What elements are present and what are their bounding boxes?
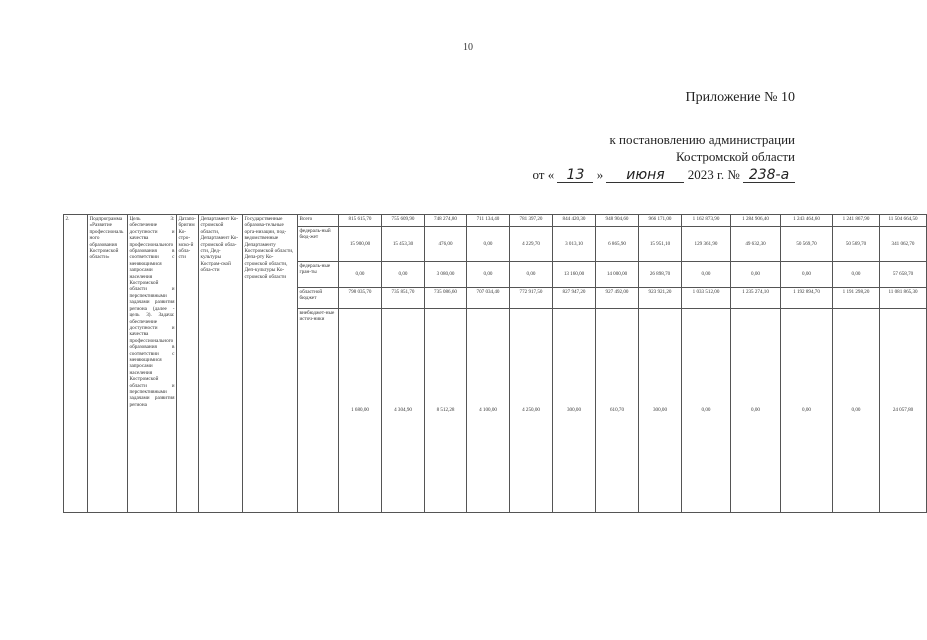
value-cell: 15 951,10 [639,227,682,262]
value-cell: 0,00 [510,262,553,288]
date-prefix: от « [532,167,555,182]
value-cell: 49 632,30 [731,227,781,262]
value-cell: 735 086,60 [425,288,467,309]
value-cell: 1 192 894,70 [781,288,833,309]
value-cell: 748 274,80 [425,215,467,227]
value-cell: 15 453,30 [382,227,425,262]
term-cell: Датапо-бригим Ко-стро-мско-й обла-сти [177,215,199,513]
value-cell: 3 080,00 [425,262,467,288]
subprogram-cell: Подпрограмма «Развитие профессионального образования Костромской области» [88,215,128,513]
value-cell: 300,00 [553,309,596,513]
value-cell: 50 569,70 [781,227,833,262]
value-cell: 11 504 664,50 [880,215,927,227]
value-cell: 0,00 [833,309,880,513]
value-cell: 1 680,00 [339,309,382,513]
value-cell: 1 284 906,40 [731,215,781,227]
value-cell: 0,00 [382,262,425,288]
value-cell: 8 512,28 [425,309,467,513]
value-cell: 26 898,70 [639,262,682,288]
value-cell: 827 947,20 [553,288,596,309]
date-mid: » [596,167,604,182]
value-cell: 0,00 [731,262,781,288]
value-cell: 129 361,90 [682,227,731,262]
value-cell: 781 397,20 [510,215,553,227]
source-cell: федераль-ный бюд-жет [298,227,339,262]
value-cell: 341 062,70 [880,227,927,262]
value-cell: 735 851,70 [382,288,425,309]
value-cell: 0,00 [467,262,510,288]
source-cell: Всего [298,215,339,227]
value-cell: 0,00 [467,227,510,262]
value-cell: 0,00 [682,262,731,288]
value-cell: 815 615,70 [339,215,382,227]
appendix-title: Приложение № 10 [685,90,795,105]
page-number: 10 [463,42,473,53]
value-cell: 4 229,70 [510,227,553,262]
participants-cell: Государственные образова-тельные орга-низации, под-ведомственные Департаменту Костромской области, Депа-рту Ко-стромской области, Деп-культуры Ко-стромской области [243,215,298,513]
source-cell: областной бюджет [298,288,339,309]
value-cell: 4 250,00 [510,309,553,513]
value-cell: 0,00 [833,262,880,288]
value-cell: 1 243 464,60 [781,215,833,227]
value-cell: 711 134,40 [467,215,510,227]
value-cell: 0,00 [781,262,833,288]
row-number: 2. [64,215,88,513]
year-text: 2023 г. № [687,167,740,182]
handwritten-month: июня [606,168,684,183]
value-cell: 966 171,00 [639,215,682,227]
value-cell: 1 235 274,10 [731,288,781,309]
handwritten-day: 13 [557,168,593,183]
decree-line-2: Костромской области [675,149,795,164]
goal-cell: Цель 3: обеспечение доступности и качества профессионального образования в соответствии с меняющимися запросами населения Костромской области и перспективными задачами развития региона (далее - цель 3). Задача: обеспечение доступности и качества профессионального образования в соответствии с меняющимися запросами населения Костромской области и перспективными задачами развития региона [128,215,177,513]
program-funding-table [63,214,927,513]
value-cell: 13 160,00 [553,262,596,288]
value-cell: 4 100,00 [467,309,510,513]
value-cell: 610,70 [596,309,639,513]
value-cell: 1 033 512,00 [682,288,731,309]
value-cell: 1 191 298,20 [833,288,880,309]
executor-cell: Департамент Ко-стромской области, Департамент Ко-стромской обла-сти, Дед-культуры Кострам-ской обла-сти [199,215,243,513]
value-cell: 844 420,30 [553,215,596,227]
value-cell: 923 921,20 [639,288,682,309]
appendix-header [532,90,795,184]
value-cell: 0,00 [781,309,833,513]
value-cell: 927 492,00 [596,288,639,309]
value-cell: 24 057,80 [880,309,927,513]
source-cell: внебюджет-ные источ-ники [298,309,339,513]
value-cell: 798 035,70 [339,288,382,309]
table-row [64,215,927,227]
decree-date-line [532,166,795,184]
value-cell: 4 304,90 [382,309,425,513]
source-cell: федераль-ные гран-ты [298,262,339,288]
handwritten-decree-number: 238-а [743,168,795,183]
value-cell: 0,00 [339,262,382,288]
value-cell: 300,00 [639,309,682,513]
value-cell: 772 917,50 [510,288,553,309]
value-cell: 948 904,60 [596,215,639,227]
value-cell: 15 900,00 [339,227,382,262]
value-cell: 1 162 873,90 [682,215,731,227]
value-cell: 707 034,40 [467,288,510,309]
value-cell: 0,00 [682,309,731,513]
value-cell: 476,00 [425,227,467,262]
value-cell: 0,00 [731,309,781,513]
decree-line-1: к постановлению администрации [609,132,795,147]
value-cell: 1 241 867,90 [833,215,880,227]
value-cell: 6 865,90 [596,227,639,262]
value-cell: 50 569,70 [833,227,880,262]
value-cell: 3 013,10 [553,227,596,262]
value-cell: 14 000,00 [596,262,639,288]
value-cell: 57 658,70 [880,262,927,288]
value-cell: 11 081 865,30 [880,288,927,309]
value-cell: 755 609,90 [382,215,425,227]
